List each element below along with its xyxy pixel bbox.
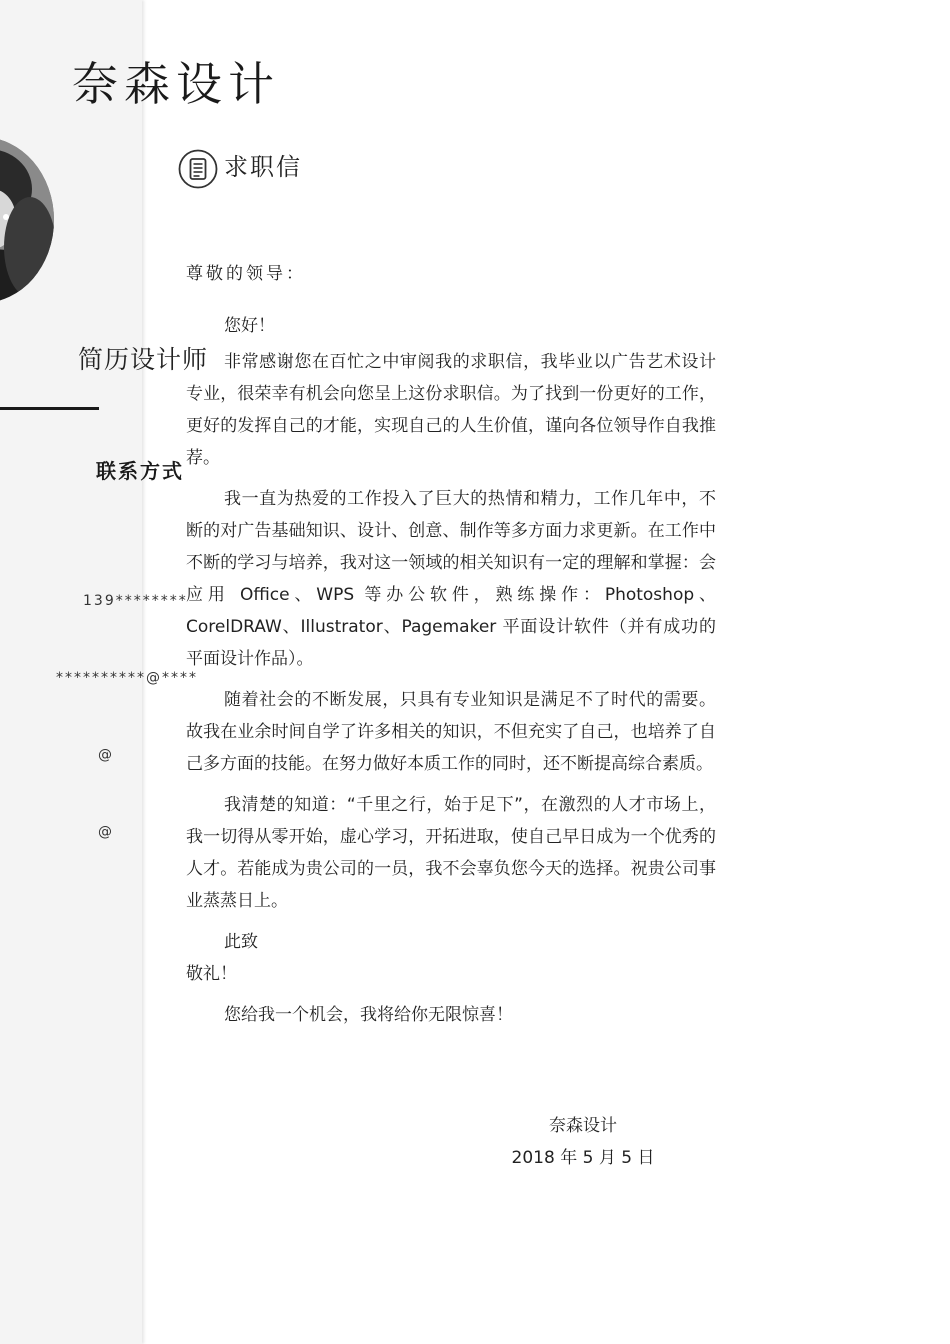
letter-wish: 您给我一个机会，我将给你无限惊喜！ xyxy=(224,1005,513,1025)
signature-date: 2018 年 5 月 5 日 xyxy=(511,1148,655,1168)
contact-item-3: @ xyxy=(98,747,114,763)
letter-closing: 此致 xyxy=(224,932,258,952)
brand-title: 奈森设计 xyxy=(72,57,280,111)
divider-line xyxy=(0,407,99,410)
contact-heading: 联系方式 xyxy=(96,459,184,483)
letter-hello: 您好！ xyxy=(224,316,275,336)
contact-item-4: @ xyxy=(98,824,114,840)
document-icon xyxy=(178,149,218,189)
letter-greeting: 尊敬的领导： xyxy=(186,264,306,284)
section-title: 求职信 xyxy=(224,153,302,181)
letter-paragraph: 随着社会的不断发展，只具有专业知识是满足不了时代的需要。故我在业余时间自学了许多相关的知识，不但充实了自己，也培养了自己多方面的技能。在努力做好本质工作的同时，还不断提高综合素质。 xyxy=(186,690,716,774)
job-title: 简历设计师 xyxy=(78,345,209,374)
cover-letter-body xyxy=(186,258,716,1031)
contact-phone: 139******** xyxy=(83,593,188,609)
letter-paragraph: 我清楚的知道：“千里之行，始于足下”，在激烈的人才市场上，我一切得从零开始，虚心学习，开拓进取，使自己早日成为一个优秀的人才。若能成为贵公司的一员，我不会辜负您今天的选择。祝贵公司事业蒸蒸日上。 xyxy=(186,795,716,911)
letter-salute: 敬礼！ xyxy=(186,964,237,984)
contact-email: **********@**** xyxy=(56,670,198,686)
letter-paragraph: 非常感谢您在百忙之中审阅我的求职信，我毕业以广告艺术设计专业，很荣幸有机会向您呈上这份求职信。为了找到一份更好的工作，更好的发挥自己的才能，实现自己的人生价值，谨向各位领导作自我推荐。 xyxy=(186,352,716,468)
letter-paragraph: 我一直为热爱的工作投入了巨大的热情和精力，工作几年中，不断的对广告基础知识、设计、创意、制作等多方面力求更新。在工作中不断的学习与培养，我对这一领域的相关知识有一定的理解和掌握：会应用 Office、WPS 等办公软件，熟练操作：Photoshop、CorelDRAW、Illustrator、Pagemaker 平面设计软件（并有成功的平面设计作品）。 xyxy=(186,489,716,669)
signature-block xyxy=(470,1110,696,1174)
signature-name: 奈森设计 xyxy=(549,1116,617,1136)
